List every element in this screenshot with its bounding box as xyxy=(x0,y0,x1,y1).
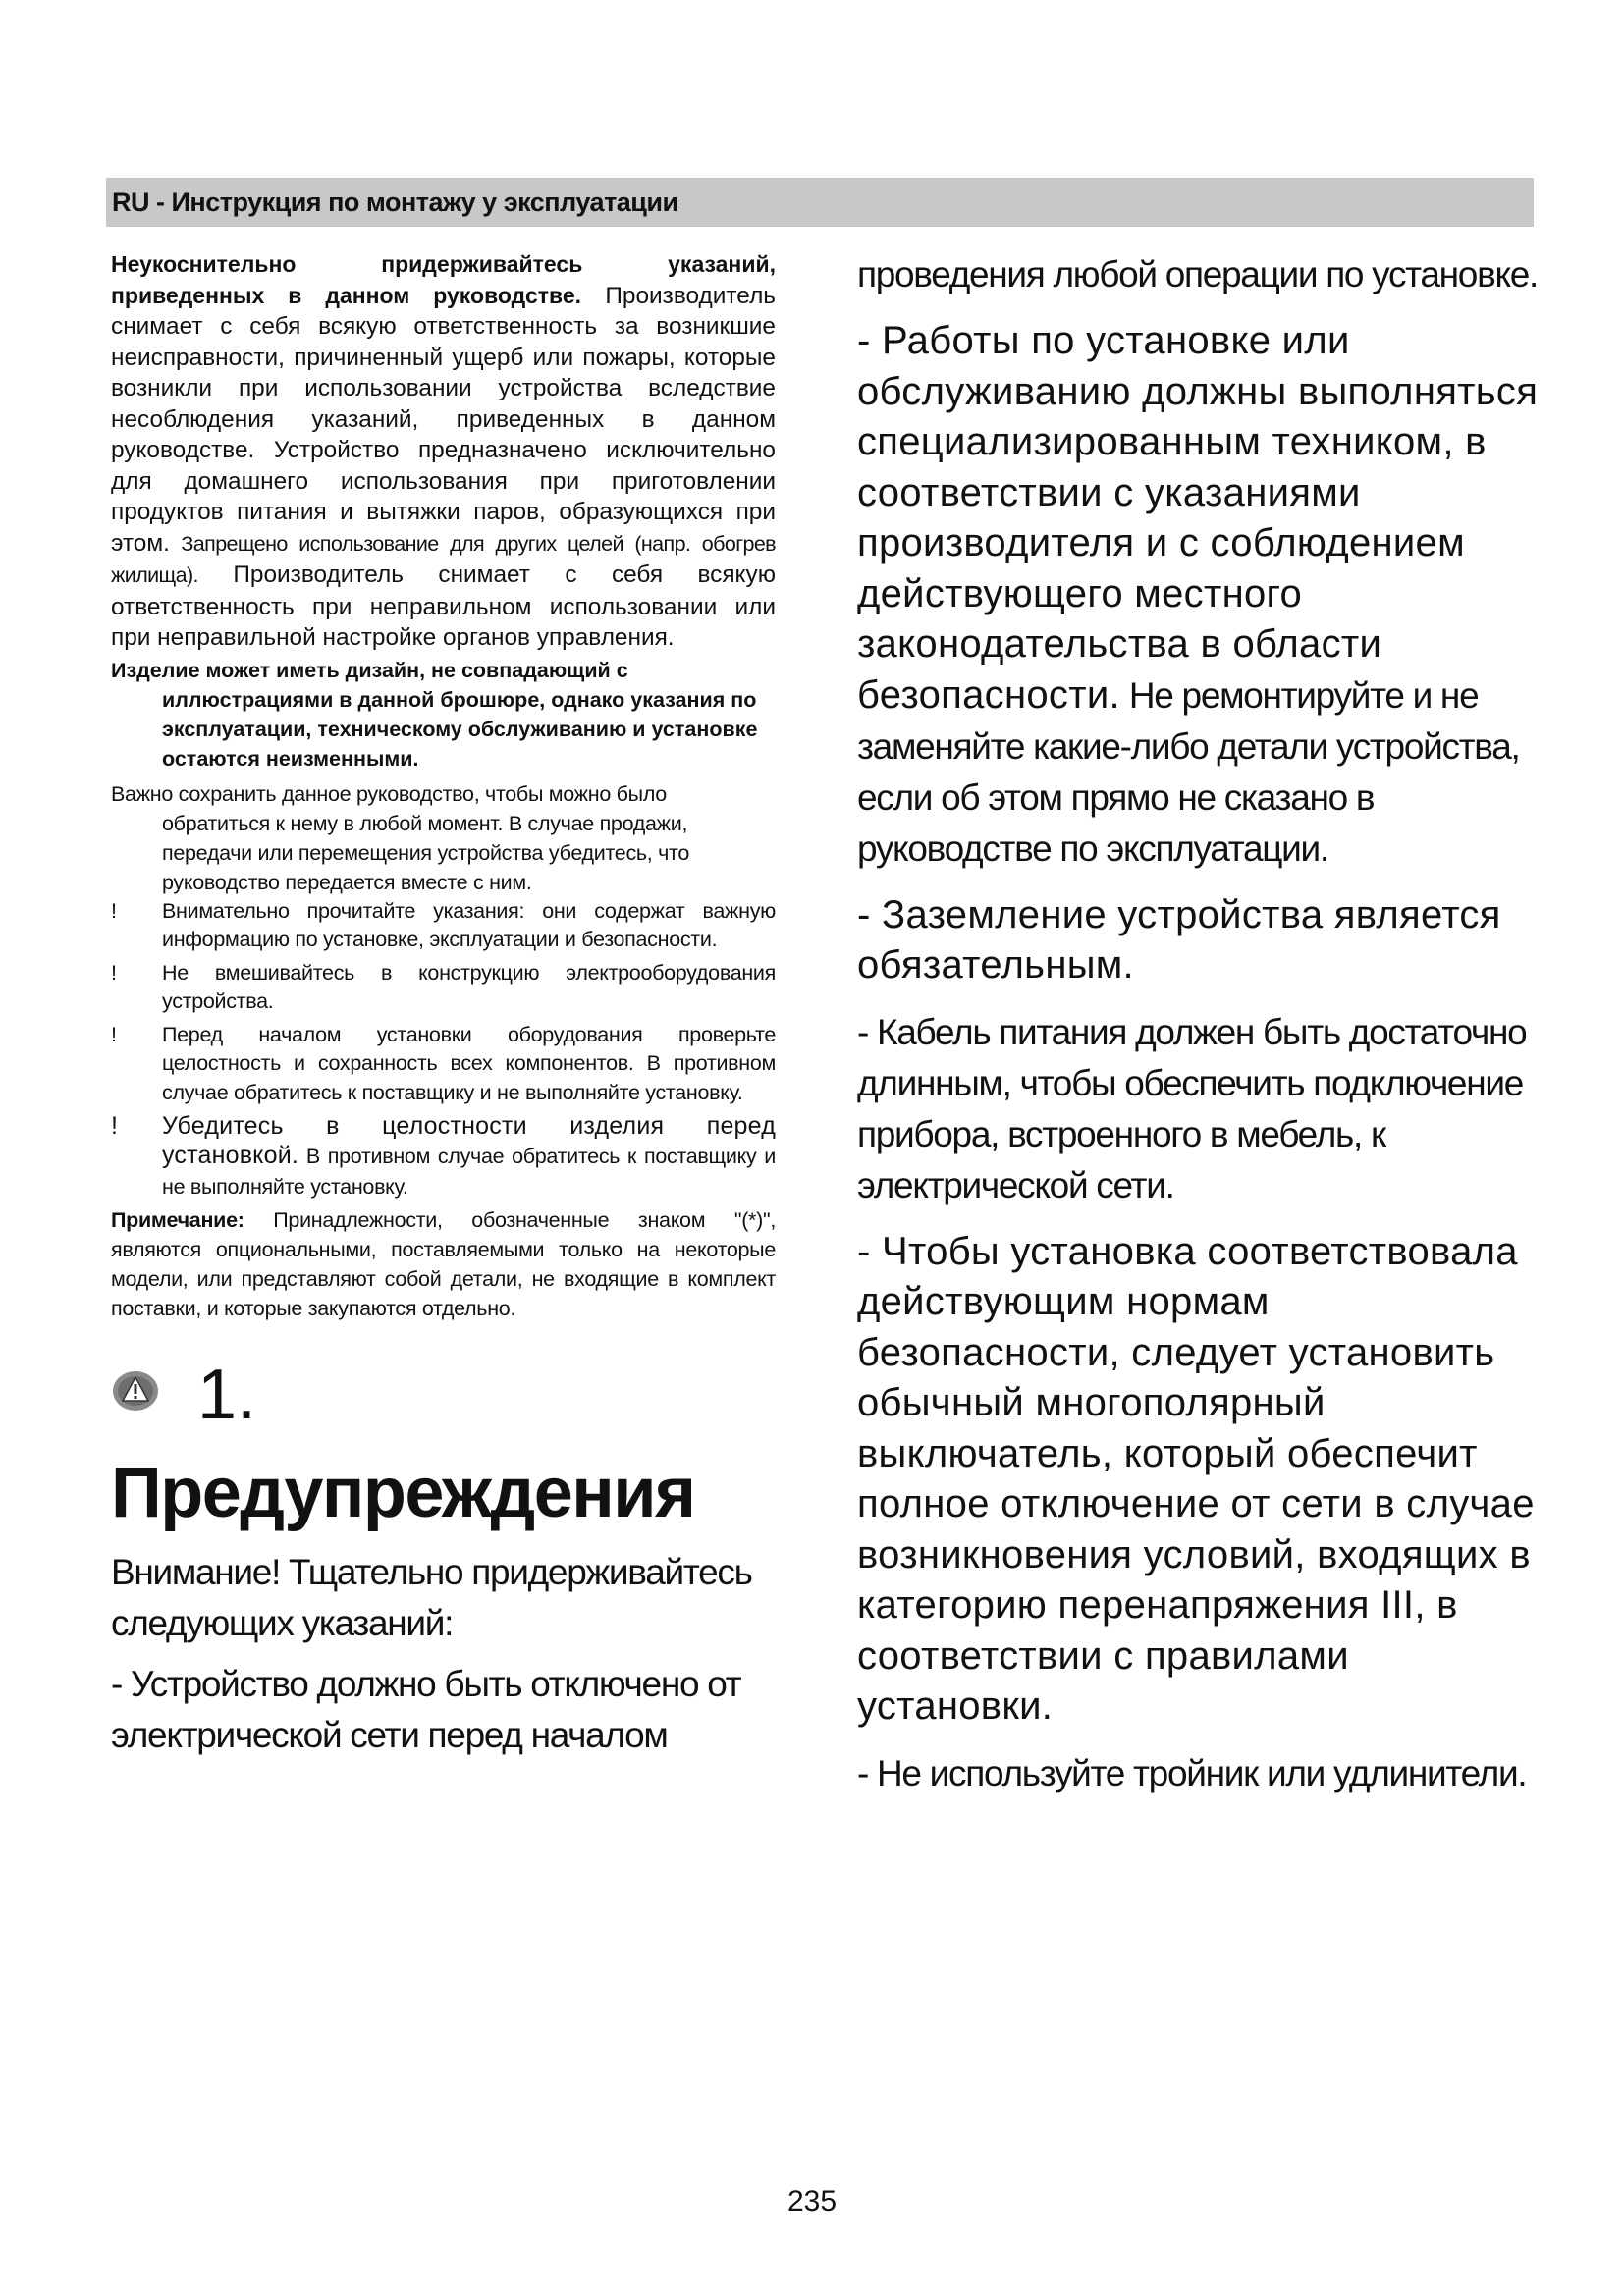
no-repair-text: Не ремонтируйте и не заменяйте какие-либо детали устройства, если об этом прямо не сказано в руководстве по эксплуатации. xyxy=(857,674,1520,869)
intro-bold: Неукоснительно придерживайтесь указаний, приведенных в данном руководстве. xyxy=(111,251,776,308)
warning-item-1 xyxy=(111,897,776,955)
warning-text-large: Убедитесь в целостности изделия перед установкой. xyxy=(162,1112,776,1169)
keep-manual-note: Важно сохранить данное руководство, чтобы можно было обратиться к нему в любой момент. В случае продажи, передачи или перемещения устройства убедитесь, что руководство передается вместе с ним. xyxy=(111,781,690,894)
intro-text-1: Производитель снимает с себя всякую ответственность за возникшие неисправности, причиненный ущерб или пожары, которые возникли при использовании устройства вследствие несоблюдения указаний, приведенных в данном руководстве. Устройство предназначено исключительно для домашнего использования при приготовлении продуктов питания и вытяжки паров, образующихся при этом. xyxy=(111,282,777,557)
warning-text: Перед началом установки оборудования проверьте целостность и сохранность всех компонентов. В противном случае обратитесь к поставщику и не выполняйте установку. xyxy=(162,1022,776,1104)
exclamation-icon: ! xyxy=(111,1112,119,1140)
disconnect-paragraph-start: - Устройство должно быть отключено от электрической сети перед началом xyxy=(111,1664,741,1755)
disconnect-paragraph-end: проведения любой операции по установке. xyxy=(857,254,1539,294)
exclamation-icon: ! xyxy=(111,898,117,923)
exclamation-icon: ! xyxy=(111,960,117,985)
section-title: Предупреждения xyxy=(111,1454,695,1532)
right-column xyxy=(857,249,1540,1799)
warning-triangle-icon xyxy=(111,1368,160,1414)
specialist-text: - Работы по установке или обслуживанию должны выполняться специализированным техником, в соответствии с указаниями производителя и с соблюдением действующего местного законодательства в области безопасности. xyxy=(857,319,1539,717)
left-column xyxy=(111,249,776,1761)
note-text: Принадлежности, обозначенные знаком "(*)", являются опциональными, поставляемыми только на некоторые модели, или представляют собой детали, не входящие в комплект поставки, и которые закупаются отдельно. xyxy=(111,1208,776,1320)
section-number: 1. xyxy=(197,1356,257,1434)
warning-item-2 xyxy=(111,959,776,1017)
warning-text: Внимательно прочитайте указания: они содержат важную информацию по установке, эксплуатации и безопасности. xyxy=(162,898,776,951)
intro-paragraph xyxy=(111,249,776,654)
specialist-paragraph xyxy=(857,316,1540,875)
switch-paragraph: - Чтобы установка соответствовала действующим нормам безопасности, следует установить обычный многополярный выключатель, который обеспечит полное отключение от сети в случае возникновения условий, входящих в категорию перенапряжения III, в соответствии с правилами установки. xyxy=(857,1229,1535,1728)
warning-text: Не вмешивайтесь в конструкцию электрооборудования устройства. xyxy=(162,960,776,1013)
intro-narrow: Запрещено использование для других целей (напр. обогрев жилища). xyxy=(111,531,776,587)
intro-text-2: Производитель снимает с себя всякую ответственность при неправильном использовании или при неправильной настройке органов управления. xyxy=(111,561,776,651)
page-number: 235 xyxy=(786,2185,838,2217)
grounding-paragraph: - Заземление устройства является обязательным. xyxy=(857,892,1501,987)
accessories-note xyxy=(111,1205,776,1323)
attention-paragraph: Внимание! Тщательно придерживайтесь следующих указаний: xyxy=(111,1552,752,1643)
exclamation-icon: ! xyxy=(111,1022,117,1046)
document-header: RU - Инструкция по монтажу у эксплуатации xyxy=(106,178,1534,227)
warning-item-3 xyxy=(111,1021,776,1108)
note-label: Примечание: xyxy=(111,1208,244,1232)
design-note: Изделие может иметь дизайн, не совпадающий с иллюстрациями в данной брошюре, однако указания по эксплуатации, техническому обслуживанию и установке остаются неизменными. xyxy=(111,658,758,771)
warning-text-small: В противном случае обратитесь к поставщику и не выполняйте установку. xyxy=(162,1145,776,1199)
section-heading xyxy=(111,1351,776,1449)
warning-item-4 xyxy=(111,1111,776,1201)
cable-paragraph: - Кабель питания должен быть достаточно длинным, чтобы обеспечить подключение прибора, встроенного в мебель, к электрической сети. xyxy=(857,1011,1527,1205)
no-adapters-paragraph: - Не используйте тройник или удлинители. xyxy=(857,1752,1527,1793)
